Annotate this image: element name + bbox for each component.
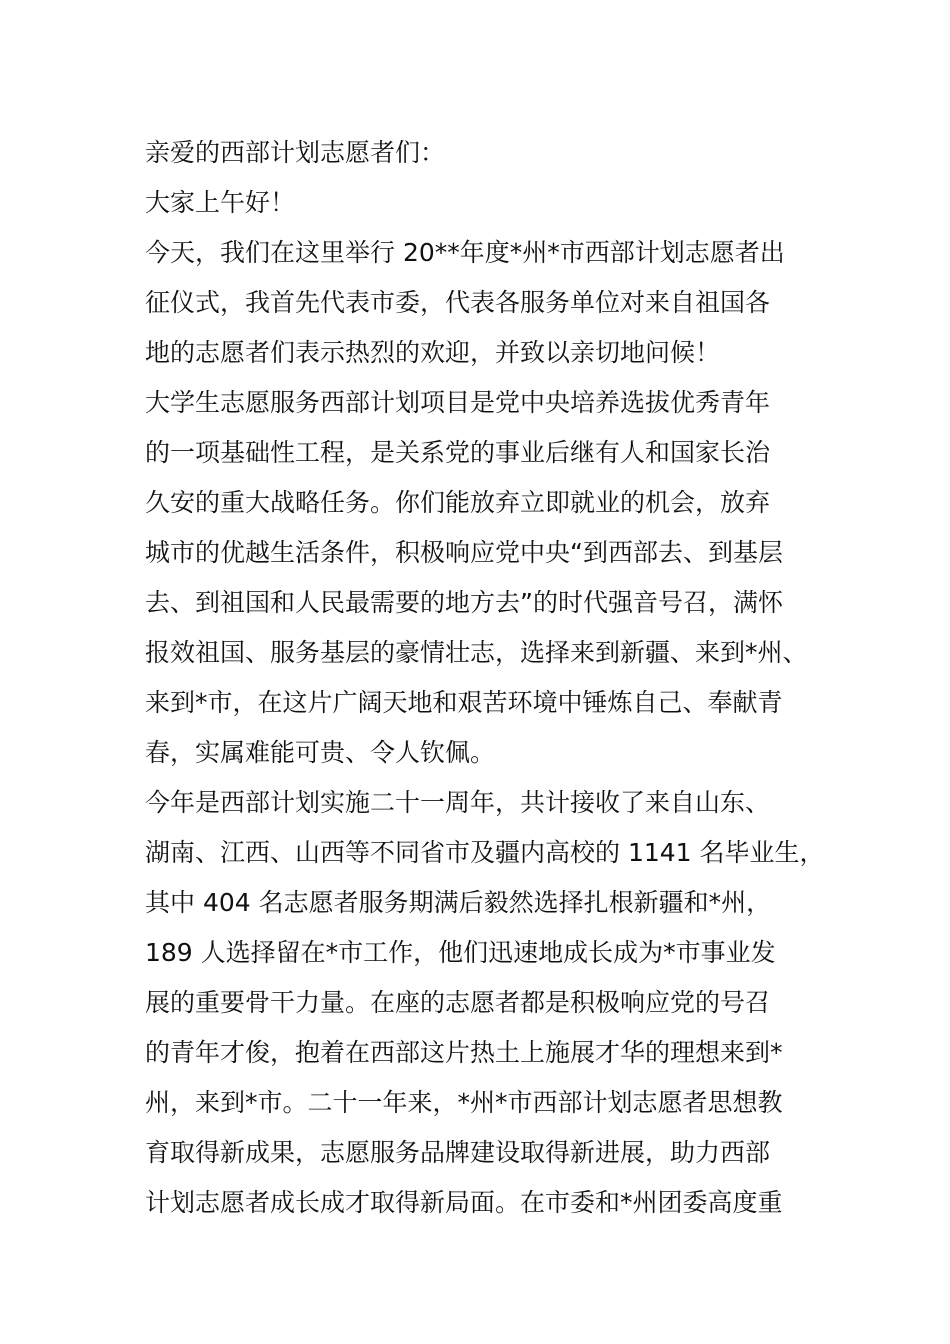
text-line: 春，实属难能可贵、令人钦佩。	[145, 738, 496, 767]
text-line: 城市的优越生活条件，积极响应党中央“到西部去、到基层	[145, 538, 783, 567]
text-line: 来到*市，在这片广阔天地和艰苦环境中锤炼自己、奉献青	[145, 688, 783, 717]
text-line: 征仪式，我首先代表市委，代表各服务单位对来自祖国各	[145, 288, 771, 317]
text-line: 大家上午好！	[145, 188, 296, 217]
speech-body	[145, 128, 825, 1228]
text-line: 计划志愿者成长成才取得新局面。在市委和*州团委高度重	[145, 1188, 783, 1217]
text-line: 育取得新成果，志愿服务品牌建设取得新进展，助力西部	[145, 1138, 771, 1167]
text-line: 的青年才俊，抱着在西部这片热土上施展才华的理想来到*	[145, 1038, 783, 1067]
text-line: 湖南、江西、山西等不同省市及疆内高校的 1141 名毕业生，	[145, 838, 825, 867]
text-line: 亲爱的西部计划志愿者们：	[145, 138, 446, 167]
text-line: 去、到祖国和人民最需要的地方去”的时代强音号召，满怀	[145, 588, 783, 617]
text-line: 的一项基础性工程，是关系党的事业后继有人和国家长治	[145, 438, 771, 467]
text-line: 地的志愿者们表示热烈的欢迎，并致以亲切地问候！	[145, 338, 721, 367]
text-line: 州，来到*市。二十一年来，*州*市西部计划志愿者思想教	[145, 1088, 783, 1117]
text-line: 大学生志愿服务西部计划项目是党中央培养选拔优秀青年	[145, 388, 771, 417]
text-line: 其中 404 名志愿者服务期满后毅然选择扎根新疆和*州，	[145, 888, 772, 917]
text-line: 今天，我们在这里举行 20**年度*州*市西部计划志愿者出	[145, 238, 785, 267]
text-line: 今年是西部计划实施二十一周年，共计接收了来自山东、	[145, 788, 771, 817]
text-line: 报效祖国、服务基层的豪情壮志，选择来到新疆、来到*州、	[145, 638, 808, 667]
text-line: 展的重要骨干力量。在座的志愿者都是积极响应党的号召	[145, 988, 771, 1017]
text-line: 189 人选择留在*市工作，他们迅速地成长成为*市事业发	[145, 938, 776, 967]
text-line: 久安的重大战略任务。你们能放弃立即就业的机会，放弃	[145, 488, 771, 517]
